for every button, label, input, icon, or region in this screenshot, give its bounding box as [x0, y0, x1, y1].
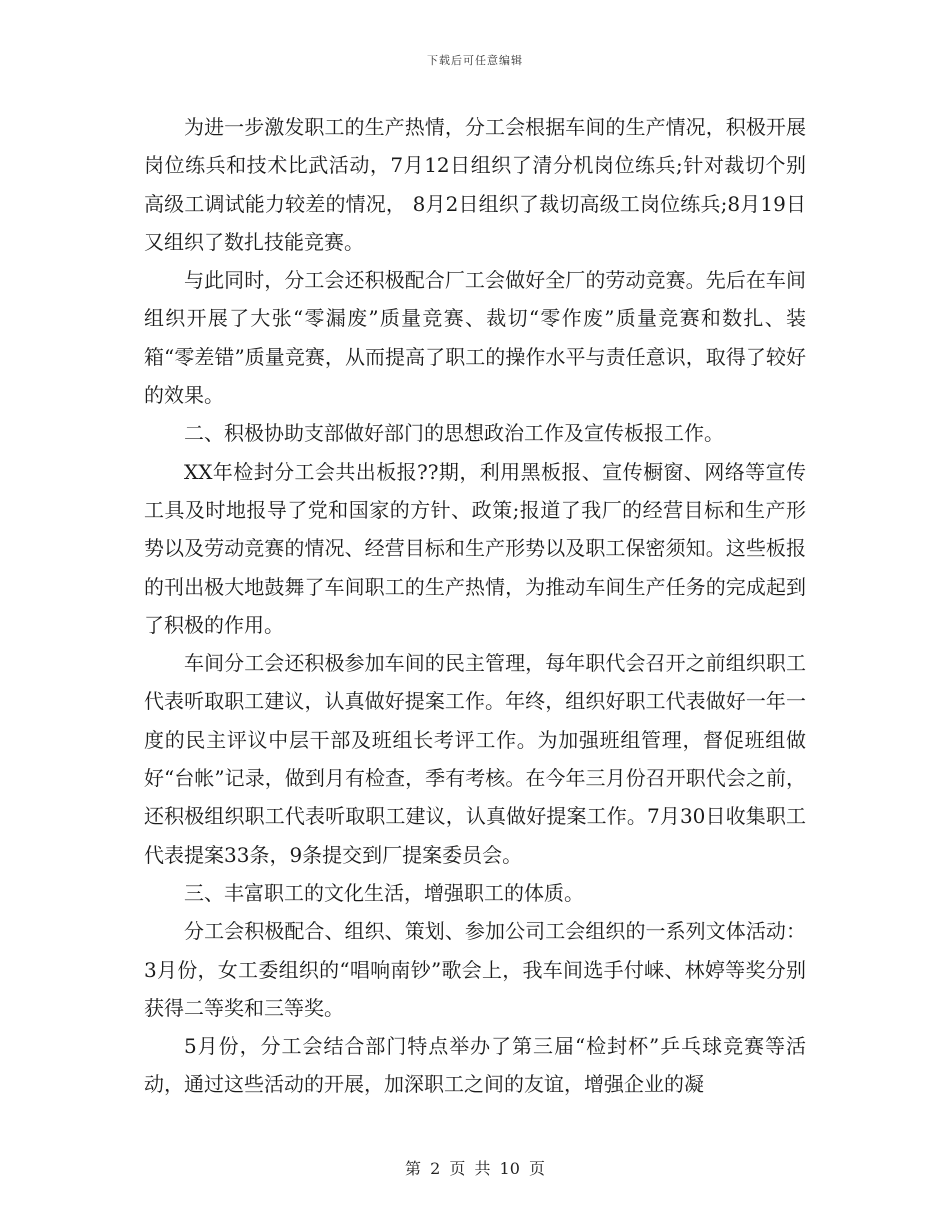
- section-heading-2: 二、积极协助支部做好部门的思想政治工作及宣传板报工作。: [184, 421, 724, 446]
- section-heading-3: 三、丰富职工的文化生活，增强职工的体质。: [184, 880, 584, 905]
- page-header-note: 下载后可任意编辑: [427, 54, 523, 67]
- paragraph-democratic-management: 车间分工会还积极参加车间的民主管理，每年职代会召开之前组织职工代表听取职工建议，认真做好提案工作。年终，组织好职工代表做好一年一度的民主评议中层干部及班组长考评工作。为加强班组管理，督促班组做好“台帐”记录，做到月有检查，季有考核。在今年三月份召开职代会之前，还积极组织职工代表听取职工建议，认真做好提案工作。7月30日收集职工代表提案33条，9条提交到厂提案委员会。: [144, 651, 806, 867]
- document-body: [144, 108, 806, 1104]
- paragraph-table-tennis: 5月份，分工会结合部门特点举办了第三届“检封杯”乒乓球竞赛等活动，通过这些活动的开展，加深职工之间的友谊，增强企业的凝: [144, 1034, 806, 1097]
- page-number: 第 2 页 共 10 页: [405, 1159, 545, 1178]
- paragraph-bulletin-board: XX年检封分工会共出板报??期，利用黑板报、宣传橱窗、网络等宣传工具及时地报导了党和国家的方针、政策;报道了我厂的经营目标和生产形势以及劳动竞赛的情况、经营目标和生产形势以及职工保密须知。这些板报的刊出极大地鼓舞了车间职工的生产热情，为推动车间生产任务的完成起到了积极的作用。: [144, 459, 806, 637]
- paragraph-skills-training: 为进一步激发职工的生产热情，分工会根据车间的生产情况，积极开展岗位练兵和技术比武活动，7月12日组织了清分机岗位练兵;针对裁切个别高级工调试能力较差的情况， 8月2日组织了裁切高级工岗位练兵;8月19日又组织了数扎技能竞赛。: [144, 115, 806, 254]
- paragraph-cultural-activities: 分工会积极配合、组织、策划、参加公司工会组织的一系列文体活动：3月份，女工委组织的“唱响南钞”歌会上，我车间选手付崃、林婷等奖分别获得二等奖和三等奖。: [144, 919, 806, 1020]
- paragraph-labor-competition: 与此同时，分工会还积极配合厂工会做好全厂的劳动竞赛。先后在车间组织开展了大张“零漏废”质量竞赛、裁切“零作废”质量竞赛和数扎、装箱“零差错”质量竞赛，从而提高了职工的操作水平与责任意识，取得了较好的效果。: [144, 268, 806, 408]
